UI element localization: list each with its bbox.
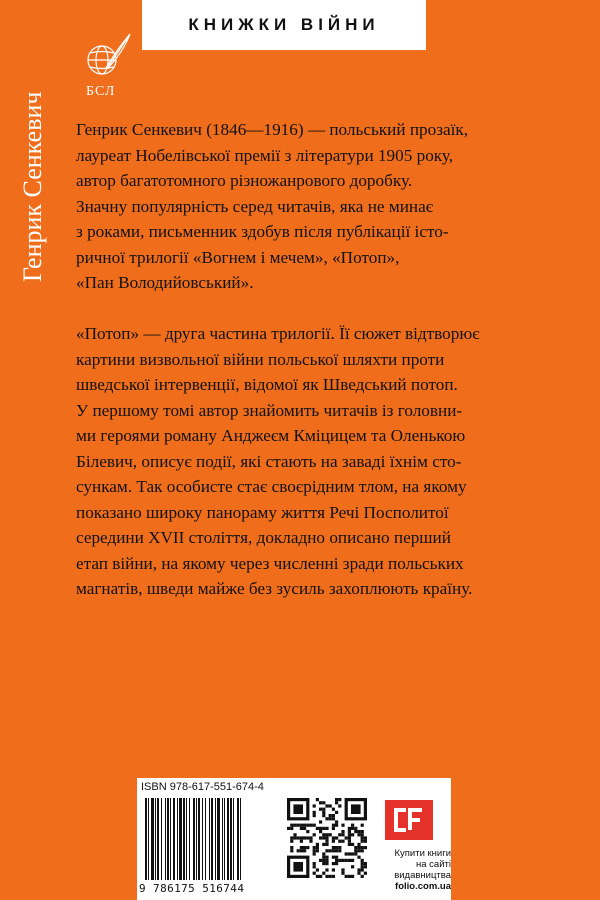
- qr-module: [313, 811, 316, 814]
- qr-module: [332, 868, 335, 871]
- qr-module: [322, 856, 325, 859]
- qr-module: [332, 849, 335, 852]
- qr-module: [306, 830, 309, 833]
- qr-module: [293, 836, 296, 839]
- qr-module: [361, 836, 364, 839]
- qr-module: [287, 827, 290, 830]
- qr-module: [338, 859, 341, 862]
- qr-module: [293, 804, 303, 814]
- qr-module: [345, 859, 348, 862]
- qr-module: [322, 827, 325, 830]
- qr-module: [316, 843, 319, 846]
- qr-module: [319, 836, 322, 839]
- qr-module: [322, 862, 325, 865]
- qr-module: [329, 849, 332, 852]
- qr-module: [332, 862, 335, 865]
- text-line: У першому томі автор знайомить читачів із головни-: [76, 400, 463, 420]
- qr-module: [335, 846, 338, 849]
- qr-module: [332, 824, 335, 827]
- qr-module: [348, 833, 351, 836]
- qr-module: [322, 836, 325, 839]
- qr-module: [341, 872, 344, 875]
- qr-module: [306, 824, 309, 827]
- qr-module: [332, 856, 335, 859]
- publisher-logo-text: БСЛ: [86, 84, 116, 99]
- qr-module: [364, 840, 367, 843]
- qr-module: [348, 843, 351, 846]
- qr-module: [293, 862, 303, 872]
- text-line: «Пан Володийовський».: [76, 273, 254, 292]
- qr-module: [335, 856, 338, 859]
- qr-code-box[interactable]: [285, 778, 369, 900]
- qr-module: [351, 833, 354, 836]
- qr-module: [316, 875, 319, 878]
- qr-module: [322, 833, 325, 836]
- qr-module: [361, 824, 364, 827]
- text-line: Білевич, описує події, які стають на заваді їхнім сто-: [76, 451, 462, 471]
- barcode-bar: [202, 798, 203, 880]
- qr-module: [361, 849, 364, 852]
- qr-module: [338, 833, 341, 836]
- barcode-bar: [161, 798, 162, 880]
- barcode-bar: [183, 798, 185, 880]
- isbn-text: ISBN 978-617-551-674-4: [141, 781, 264, 793]
- qr-module: [364, 846, 367, 849]
- qr-module: [351, 859, 354, 862]
- qr-module: [313, 814, 316, 817]
- qr-module: [345, 852, 348, 855]
- qr-module: [322, 801, 325, 804]
- qr-module: [361, 868, 364, 871]
- qr-module: [361, 840, 364, 843]
- qr-module: [300, 827, 303, 830]
- qr-module: [341, 868, 344, 871]
- qr-module: [325, 804, 328, 807]
- barcode-bar: [170, 798, 171, 880]
- qr-module: [316, 846, 319, 849]
- barcode-bar: [198, 798, 200, 880]
- qr-module: [338, 840, 341, 843]
- qr-module: [335, 836, 338, 839]
- qr-module: [357, 868, 360, 871]
- qr-module: [341, 840, 344, 843]
- qr-module: [361, 865, 364, 868]
- barcode-bar: [157, 798, 159, 880]
- qr-module: [319, 859, 322, 862]
- qr-module: [319, 875, 322, 878]
- promo-text: [371, 848, 451, 892]
- qr-module: [357, 843, 360, 846]
- qr-module: [309, 836, 312, 839]
- qr-module: [329, 817, 332, 820]
- book-summary-paragraph: [76, 321, 588, 602]
- qr-module: [300, 824, 303, 827]
- text-line: середини XVII століття, докладно описано перший: [76, 528, 451, 547]
- qr-module: [348, 875, 351, 878]
- qr-module: [361, 830, 364, 833]
- qr-module: [332, 846, 335, 849]
- qr-module: [361, 846, 364, 849]
- qr-module: [335, 824, 338, 827]
- qr-module: [300, 846, 303, 849]
- qr-module: [351, 875, 354, 878]
- barcode-bar: [173, 798, 175, 880]
- qr-module: [335, 811, 338, 814]
- qr-module: [325, 817, 328, 820]
- qr-module: [351, 804, 361, 814]
- barcode-digits: 9 786175 516744: [139, 882, 245, 895]
- qr-module: [313, 804, 316, 807]
- text-line: картини визвольної війни польської шляхти проти: [76, 349, 445, 369]
- qr-module: [354, 852, 357, 855]
- qr-module: [361, 833, 364, 836]
- qr-module: [364, 865, 367, 868]
- qr-module: [335, 859, 338, 862]
- qr-module: [303, 846, 306, 849]
- qr-module: [348, 836, 351, 839]
- qr-module: [313, 852, 316, 855]
- qr-module: [290, 846, 293, 849]
- barcode-bar: [240, 798, 241, 880]
- qr-module: [309, 824, 312, 827]
- barcode-bar: [224, 798, 225, 880]
- barcode-box: [137, 778, 285, 900]
- qr-module: [325, 833, 328, 836]
- qr-module: [348, 859, 351, 862]
- qr-module: [300, 840, 303, 843]
- qr-module: [303, 849, 306, 852]
- qr-module: [319, 801, 322, 804]
- qr-module: [357, 830, 360, 833]
- qr-module: [319, 808, 322, 811]
- barcode-bar: [196, 798, 197, 880]
- text-line: магнатів, шведи майже без зусиль захоплюють країну.: [76, 579, 473, 598]
- series-title: КНИЖКИ ВІЙНИ: [188, 15, 380, 34]
- qr-module: [325, 875, 328, 878]
- text-line: з роками, письменник здобув після публікації істо-: [76, 222, 449, 241]
- qr-module: [309, 840, 312, 843]
- qr-module: [332, 840, 335, 843]
- qr-module: [300, 836, 303, 839]
- qr-module: [300, 849, 303, 852]
- author-bio-paragraph: [76, 117, 588, 296]
- qr-module: [329, 804, 332, 807]
- qr-module: [306, 846, 309, 849]
- text-line: автор багатотомного різножанрового доробку.: [76, 171, 413, 190]
- qr-module: [303, 836, 306, 839]
- qr-module: [325, 840, 328, 843]
- qr-module: [361, 862, 364, 865]
- qr-module: [361, 875, 364, 878]
- qr-module: [325, 827, 328, 830]
- qr-module: [348, 827, 351, 830]
- qr-module: [293, 824, 296, 827]
- publisher-promo[interactable]: [369, 778, 451, 900]
- barcode-bar: [167, 798, 169, 880]
- qr-module: [332, 808, 335, 811]
- barcode-bar: [179, 798, 182, 880]
- bottom-panel: [137, 778, 451, 900]
- barcode-bar: [205, 798, 206, 880]
- barcode-bar: [211, 798, 213, 880]
- text-line: ричної трилогії «Вогнем і мечем», «Потоп»,: [76, 247, 400, 267]
- qr-module: [290, 836, 293, 839]
- text-line: ми героями роману Анджеєм Кміцицем та Оленькою: [76, 426, 466, 445]
- qr-module: [293, 833, 296, 836]
- barcode-bar: [145, 798, 147, 880]
- barcode-bar: [230, 798, 232, 880]
- qr-module: [351, 824, 354, 827]
- qr-module: [361, 859, 364, 862]
- qr-module: [345, 836, 348, 839]
- barcode-bar: [186, 798, 187, 880]
- qr-module: [335, 820, 338, 823]
- barcode-bar: [151, 798, 154, 880]
- qr-module: [313, 824, 316, 827]
- qr-module: [313, 849, 316, 852]
- qr-module: [341, 859, 344, 862]
- qr-module: [322, 859, 325, 862]
- qr-module: [341, 833, 344, 836]
- qr-module: [357, 856, 360, 859]
- qr-module: [357, 846, 360, 849]
- globe-feather-icon: [78, 28, 138, 88]
- qr-module: [329, 875, 332, 878]
- qr-module: [316, 798, 319, 801]
- qr-module: [316, 868, 319, 871]
- qr-module: [364, 862, 367, 865]
- qr-module: [335, 801, 338, 804]
- qr-module: [290, 827, 293, 830]
- qr-module: [332, 827, 335, 830]
- qr-module: [325, 859, 328, 862]
- qr-module: [338, 804, 341, 807]
- qr-module: [297, 824, 300, 827]
- qr-module: [322, 814, 325, 817]
- side-author-name: Генрик Сенкевич: [18, 91, 47, 282]
- qr-module: [297, 849, 300, 852]
- qr-module: [354, 846, 357, 849]
- qr-module: [322, 872, 325, 875]
- qr-module: [357, 849, 360, 852]
- text-line: показано широку панораму життя Речі Посполитої: [76, 502, 449, 522]
- series-banner: [142, 0, 426, 50]
- promo-line: Купити книги: [394, 848, 451, 859]
- promo-line: видавництва: [394, 870, 451, 881]
- text-line: шведської інтервенції, відомої як Шведський потоп.: [76, 375, 458, 394]
- qr-module: [332, 875, 335, 878]
- text-line: етап війни, на якому через численні зради польських: [76, 553, 464, 573]
- cf-logo-icon: [385, 800, 433, 840]
- promo-site-link[interactable]: folio.com.ua: [395, 881, 451, 892]
- barcode-bar: [237, 798, 239, 880]
- qr-module: [348, 852, 351, 855]
- qr-module: [341, 830, 344, 833]
- qr-module: [303, 827, 306, 830]
- barcode-bar: [193, 798, 195, 880]
- qr-module: [351, 865, 354, 868]
- qr-module: [351, 843, 354, 846]
- qr-module: [351, 852, 354, 855]
- qr-module: [290, 824, 293, 827]
- qr-module: [332, 814, 335, 817]
- qr-module: [290, 840, 293, 843]
- qr-code-icon[interactable]: [287, 798, 367, 878]
- text-line: «Потоп» — друга частина трилогії. Її сюжет відтворює: [76, 324, 480, 343]
- qr-module: [354, 827, 357, 830]
- qr-module: [313, 833, 316, 836]
- qr-module: [313, 872, 316, 875]
- qr-module: [335, 798, 338, 801]
- qr-module: [325, 843, 328, 846]
- qr-module: [354, 830, 357, 833]
- text-line: Генрик Сенкевич (1846—1916) — польський прозаїк,: [76, 120, 469, 139]
- barcode-bar: [209, 798, 210, 880]
- qr-module: [313, 846, 316, 849]
- qr-module: [338, 798, 341, 801]
- text-line: Значну популярність серед читачів, яка не минає: [76, 196, 434, 216]
- barcode-bar: [148, 798, 149, 880]
- qr-module: [319, 830, 322, 833]
- qr-module: [338, 849, 341, 852]
- text-line: лауреат Нобелівської премії з літератури 1905 року,: [76, 145, 454, 165]
- qr-module: [341, 824, 344, 827]
- qr-module: [325, 836, 328, 839]
- qr-module: [322, 808, 325, 811]
- qr-module: [319, 827, 322, 830]
- barcode-bar: [165, 798, 166, 880]
- qr-module: [335, 849, 338, 852]
- barcode-bar: [227, 798, 229, 880]
- qr-module: [338, 846, 341, 849]
- qr-module: [348, 840, 351, 843]
- barcode-icon: [143, 798, 279, 882]
- barcode-bar: [233, 798, 234, 880]
- qr-module: [325, 868, 328, 871]
- text-line: сункам. Так особисте стає своєрідним тлом, на якому: [76, 477, 467, 496]
- qr-module: [329, 833, 332, 836]
- qr-module: [351, 827, 354, 830]
- qr-module: [306, 836, 309, 839]
- qr-module: [332, 836, 335, 839]
- promo-line: на сайті: [416, 859, 451, 870]
- barcode-bar: [217, 798, 220, 880]
- qr-module: [357, 872, 360, 875]
- qr-module: [319, 820, 322, 823]
- qr-module: [303, 824, 306, 827]
- qr-module: [364, 872, 367, 875]
- qr-module: [348, 830, 351, 833]
- qr-module: [316, 827, 319, 830]
- qr-module: [354, 849, 357, 852]
- qr-module: [357, 833, 360, 836]
- qr-module: [335, 862, 338, 865]
- qr-module: [316, 849, 319, 852]
- qr-module: [325, 849, 328, 852]
- qr-module: [345, 875, 348, 878]
- qr-module: [322, 811, 325, 814]
- barcode-bar: [155, 798, 156, 880]
- qr-module: [325, 862, 328, 865]
- qr-module: [329, 814, 332, 817]
- qr-module: [332, 817, 335, 820]
- qr-module: [325, 856, 328, 859]
- qr-module: [322, 843, 325, 846]
- qr-module: [313, 862, 316, 865]
- qr-module: [322, 852, 325, 855]
- qr-module: [290, 849, 293, 852]
- barcode-bar: [189, 798, 190, 880]
- qr-module: [297, 836, 300, 839]
- qr-module: [364, 836, 367, 839]
- qr-module: [313, 865, 316, 868]
- barcode-bar: [222, 798, 223, 880]
- barcode-bar: [177, 798, 178, 880]
- barcode-bar: [215, 798, 216, 880]
